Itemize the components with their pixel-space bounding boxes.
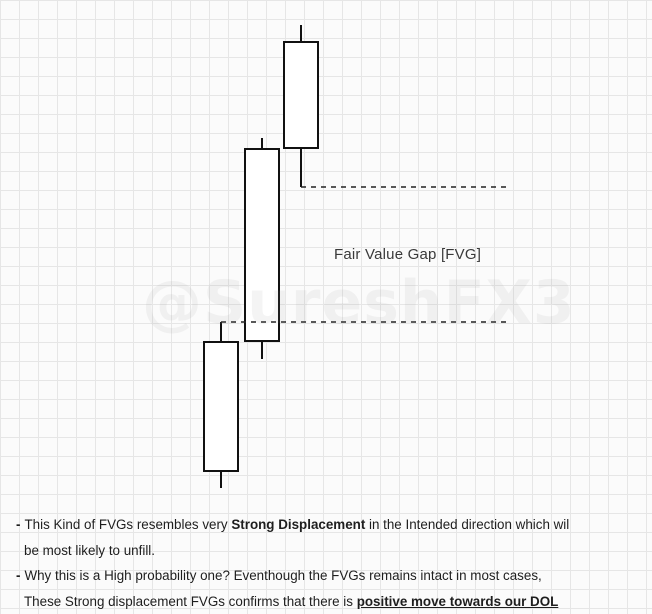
note-line-1 xyxy=(16,512,652,538)
note-4-text-a: These Strong displacement FVGs confirms that there is xyxy=(24,594,357,609)
note-line-4 xyxy=(16,589,652,614)
bullet-dash: - xyxy=(16,517,20,532)
note-line-3 xyxy=(16,563,652,589)
note-1-text-c: in the Intended direction which wil xyxy=(365,517,569,532)
note-line-2 xyxy=(16,538,652,564)
note-4-underlined: positive move towards our DOL xyxy=(357,594,559,609)
note-2-text: be most likely to unfill. xyxy=(24,543,155,558)
notes xyxy=(16,512,652,614)
candle-1-body xyxy=(204,342,238,471)
fvg-label: Fair Value Gap [FVG] xyxy=(334,246,481,263)
candle-3-body xyxy=(284,42,318,148)
note-1-text-a: This Kind of FVGs resembles very xyxy=(24,517,231,532)
note-3-text: Why this is a High probability one? Eventhough the FVGs remains intact in most cases, xyxy=(24,568,541,583)
candle-3 xyxy=(284,25,318,187)
candle-1 xyxy=(204,322,238,488)
watermark: @SureshFX3 xyxy=(142,268,576,338)
note-1-bold: Strong Displacement xyxy=(231,517,365,532)
bullet-dash: - xyxy=(16,568,20,583)
